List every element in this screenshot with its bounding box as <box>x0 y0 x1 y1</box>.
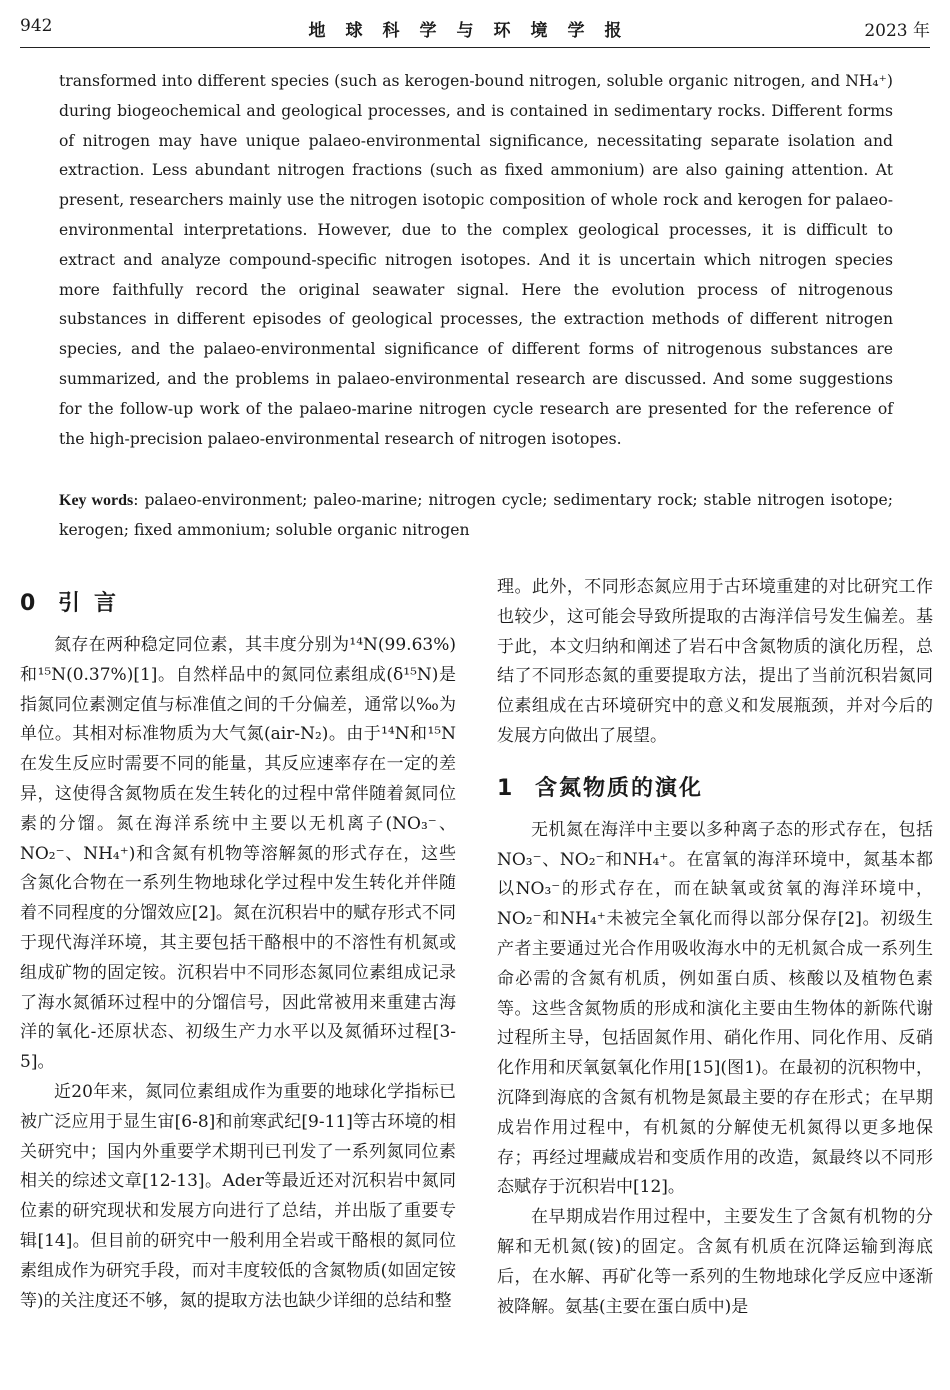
keywords-label: Key words <box>59 492 134 509</box>
right-column <box>497 573 933 1322</box>
section-0-number: 0 <box>20 591 36 616</box>
journal-title: 地球科学与环境学报 <box>308 21 642 41</box>
section-0-paragraph-2-continued: 理。此外，不同形态氮应用于古环境重建的对比研究工作也较少，这可能会导致所提取的古海洋信号发生偏差。基于此，本文归纳和阐述了岩石中含氮物质的演化历程，总结了不同形态氮的重要提取方法，提出了当前沉积岩氮同位素组成在古环境研究中的意义和发展瓶颈，并对今后的发展方向做出了展望。 <box>497 577 933 746</box>
journal-year: 2023 年 <box>864 21 930 41</box>
keywords <box>59 486 893 546</box>
section-0-paragraph-2: 近20年来，氮同位素组成作为重要的地球化学指标已被广泛应用于显生宙[6-8]和前寒武纪[9-11]等古环境的相关研究中；国内外重要学术期刊已刊发了一系列氮同位素相关的综述文章[12-13]。Ader等最近还对沉积岩中氮同位素的研究现状和发展方向进行了总结，并出版了重要专辑[14]。但目前的研究中一般利用全岩或干酪根的氮同位素组成作为研究手段，而对丰度较低的含氮物质(如固定铵等)的关注度还不够，氮的提取方法也缺少详细的总结和整 <box>20 1081 456 1311</box>
section-1-paragraph-2: 在早期成岩作用过程中，主要发生了含氮有机物的分解和无机氮(铵)的固定。含氮有机质在沉降运输到海底后，在水解、再矿化等一系列的生物地球化学反应中逐渐被降解。氨基(主要在蛋白质中)是 <box>497 1207 933 1317</box>
header-rule <box>20 47 930 48</box>
left-column <box>20 577 456 1316</box>
section-0-title: 引言 <box>58 591 131 616</box>
section-1-title: 含氮物质的演化 <box>535 775 704 801</box>
keywords-list: : palaeo-environment; paleo-marine; nitrogen cycle; sedimentary rock; stable nitrogen isotope; kerogen; fixed ammonium; soluble organic nitrogen <box>59 491 894 539</box>
section-1-heading <box>497 762 933 816</box>
page-number: 942 <box>20 16 53 36</box>
section-1-paragraph-1: 无机氮在海洋中主要以多种离子态的形式存在，包括NO₃⁻、NO₂⁻和NH₄⁺。在富氧的海洋环境中，氮基本都以NO₃⁻的形式存在，而在缺氧或贫氧的海洋环境中，NO₂⁻和NH₄⁺未被完全氧化而得以部分保存[2]。初级生产者主要通过光合作用吸收海水中的无机氮合成一系列生命必需的含氮有机质，例如蛋白质、核酸以及植物色素等。这些含氮物质的形成和演化主要由生物体的新陈代谢过程所主导，包括固氮作用、硝化作用、同化作用、反硝化作用和厌氧氨氧化作用[15](图1)。在最初的沉积物中，沉降到海底的含氮有机物是氮最主要的存在形式；在早期成岩作用过程中，有机氮的分解使无机氮得以更多地保存；再经过埋藏成岩和变质作用的改造，氮最终以不同形态赋存于沉积岩中[12]。 <box>497 819 933 1198</box>
section-1-number: 1 <box>497 775 513 801</box>
section-0-heading <box>20 577 456 631</box>
abstract-continuation: transformed into different species (such as kerogen-bound nitrogen, soluble organic nitrogen, and NH₄⁺) during biogeochemical and geological processes, and is contained in sedimentary rocks. Different forms of nitrogen may have unique palaeo-environmental significance, necessitating separate isolation and extraction. Less abundant nitrogen fractions (such as fixed ammonium) are also gaining attention. At present, researchers mainly use the nitrogen isotopic composition of whole rock and kerogen for palaeo-environmental interpretations. However, due to the complex geological processes, it is difficult to extract and analyze compound-specific nitrogen isotopes. And it is uncertain which nitrogen species more faithfully record the original seawater signal. Here the evolution process of nitrogenous substances in different episodes of geological processes, the extraction methods of different nitrogen species, and the palaeo-environmental significance of different forms of nitrogenous substances are summarized, and the problems in palaeo-environmental research are discussed. And some suggestions for the follow-up work of the palaeo-marine nitrogen cycle research are presented for the reference of the high-precision palaeo-environmental research of nitrogen isotopes. <box>59 72 893 448</box>
section-0-paragraph-1: 氮存在两种稳定同位素，其丰度分别为¹⁴N(99.63%)和¹⁵N(0.37%)[1]。自然样品中的氮同位素组成(δ¹⁵N)是指氮同位素测定值与标准值之间的千分偏差，通常以‰为单位。其相对标准物质为大气氮(air-N₂)。由于¹⁴N和¹⁵N在发生反应时需要不同的能量，其反应速率存在一定的差异，这使得含氮物质在发生转化的过程中常伴随着氮同位素的分馏。氮在海洋系统中主要以无机离子(NO₃⁻、NO₂⁻、NH₄⁺)和含氮有机物等溶解氮的形式存在，这些含氮化合物在一系列生物地球化学过程中发生转化并伴随着不同程度的分馏效应[2]。氮在沉积岩中的赋存形式不同于现代海洋环境，其主要包括干酪根中的不溶性有机氮或组成矿物的固定铵。沉积岩中不同形态氮同位素组成记录了海水氮循环过程中的分馏信号，因此常被用来重建古海洋的氧化-还原状态、初级生产力水平以及氮循环过程[3-5]。 <box>20 635 456 1073</box>
running-header <box>20 14 930 44</box>
